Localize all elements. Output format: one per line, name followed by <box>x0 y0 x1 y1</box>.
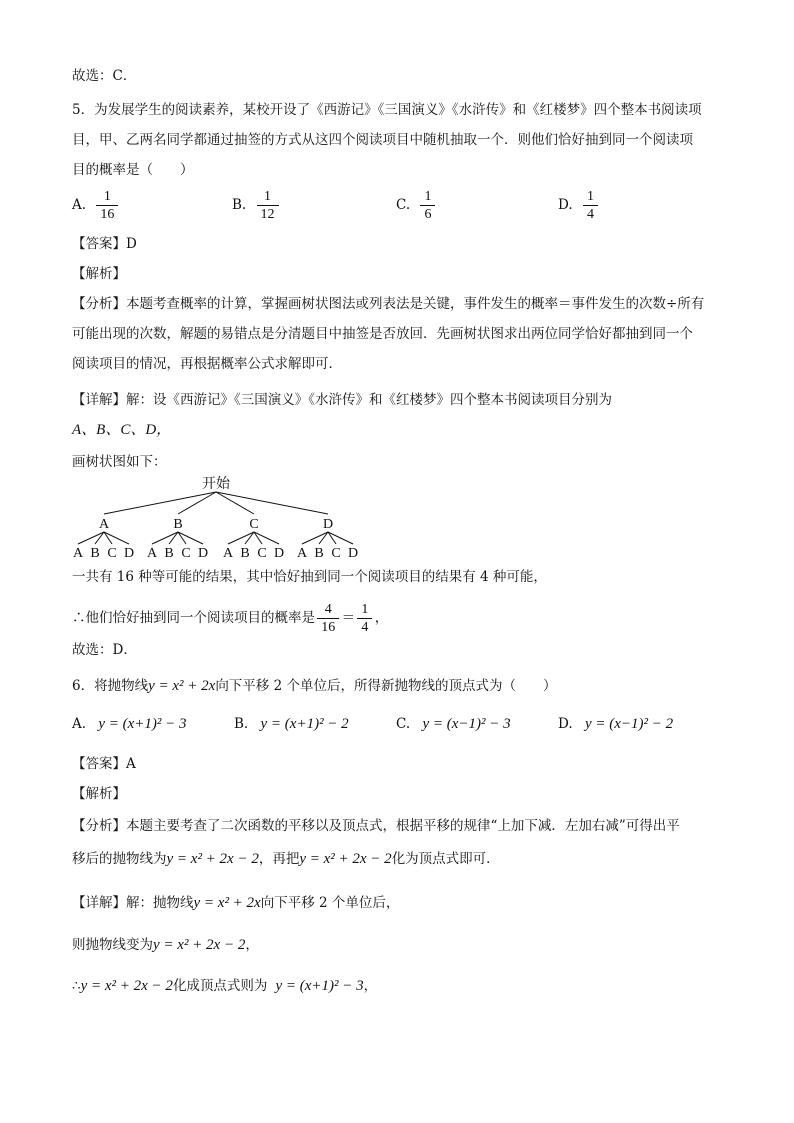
q5-detail-line-3: 画树状图如下： <box>72 454 167 470</box>
fraction-numerator: 1 <box>586 189 594 204</box>
tree-leaf: A <box>72 546 84 561</box>
q6-detail-line-1 <box>72 893 399 913</box>
fraction-denominator: 4 <box>586 207 594 222</box>
tree-leaf: C <box>331 546 341 561</box>
q6-jiexi: 【解析】 <box>72 786 126 802</box>
math-expr: y = (x+1)² − 3 <box>275 978 364 994</box>
option-label: B. <box>232 197 247 213</box>
q5-option-a <box>72 188 116 223</box>
option-label: D. <box>558 716 573 732</box>
q5-stem-line-2: 目，甲、乙两名同学都通过抽签的方式从这四个阅读项目中随机抽取一个．则他们恰好抽到同一个阅读项 <box>72 132 693 148</box>
text-segment: ， <box>245 937 259 953</box>
tree-leaf: A <box>222 546 234 561</box>
prob-suffix: ， <box>374 610 389 626</box>
q5-analysis-line-1: 【分析】本题考查概率的计算，掌握画树状图法或列表法是关键，事件发生的概率＝事件发生的次数÷所有 <box>72 296 705 312</box>
option-expr: y = (x+1)² − 3 <box>98 716 187 732</box>
tree-leaf: D <box>273 546 285 561</box>
q6-stem-post: 向下平移 2 个单位后，所得新抛物线的顶点式为（ ） <box>215 678 557 694</box>
q5-detail-line-2: A、B、C、D， <box>72 422 172 438</box>
prev-answer-line: 故选：C． <box>72 68 137 84</box>
fraction-numerator: 1 <box>361 602 369 617</box>
tree-leaf: D <box>123 546 135 561</box>
q6-stem-expr: y = x² + 2x <box>148 678 216 694</box>
tree-branch-a: A <box>98 517 110 532</box>
fraction-numerator: 1 <box>424 189 432 204</box>
option-label: B. <box>234 716 249 732</box>
q5-stem-line-1: 5．为发展学生的阅读素养，某校开设了《西游记》《三国演义》《水浒传》和《红楼梦》四个整本书阅读项 <box>72 102 702 118</box>
tree-leaf: B <box>90 546 100 561</box>
text-segment: 移后的抛物线为 <box>72 851 167 867</box>
tree-leaf: A <box>146 546 158 561</box>
option-expr: y = (x+1)² − 2 <box>260 716 349 732</box>
tree-leaf: B <box>314 546 324 561</box>
tree-branch-c: C <box>249 517 259 532</box>
tree-leaf: A <box>296 546 308 561</box>
fraction-denominator: 16 <box>100 207 115 222</box>
tree-branch-d: D <box>322 517 334 532</box>
math-expr: y = x² + 2x <box>193 895 261 911</box>
q5-count-line: 一共有 16 种等可能的结果，其中恰好抽到同一个阅读项目的结果有 4 种可能， <box>72 569 547 585</box>
q6-detail-line-3 <box>72 976 377 996</box>
option-label: A. <box>72 197 87 213</box>
text-segment: 化为顶点式即可． <box>391 851 500 867</box>
q6-option-b <box>234 716 349 733</box>
q5-detail-line-1: 【详解】解：设《西游记》《三国演义》《水浒传》和《红楼梦》四个整本书阅读项目分别为 <box>72 392 612 408</box>
text-segment: 则抛物线变为 <box>72 937 153 953</box>
fraction-denominator: 16 <box>321 620 336 635</box>
math-expr: y = x² + 2x − 2 <box>166 851 259 867</box>
text-segment: 【详解】解：抛物线 <box>72 895 194 911</box>
q6-analysis-line-2 <box>72 849 500 869</box>
fraction-numerator: 4 <box>324 602 332 617</box>
q5-prob-line <box>72 598 388 638</box>
fraction-denominator: 4 <box>361 620 369 635</box>
text-segment: 化成顶点式则为 <box>172 978 268 994</box>
tree-leaf: B <box>164 546 174 561</box>
q6-option-c <box>396 716 511 733</box>
q6-option-d <box>558 716 673 733</box>
fraction-numerator: 1 <box>103 189 111 204</box>
q5-option-d <box>558 188 596 223</box>
tree-branch-b: B <box>173 517 183 532</box>
option-label: C. <box>396 716 411 732</box>
q5-option-b <box>232 188 277 223</box>
tree-root: 开始 <box>202 477 230 492</box>
option-label: A. <box>72 716 87 732</box>
math-expr: y = x² + 2x − 2 <box>153 937 246 953</box>
q5-analysis-line-2: 可能出现的次数，解题的易错点是分清题目中抽签是否放回．先画树状图求出两位同学恰好都抽到同一个 <box>72 326 693 342</box>
text-segment: 向下平移 2 个单位后， <box>260 895 400 911</box>
option-label: C. <box>396 197 411 213</box>
option-expr: y = (x−1)² − 3 <box>422 716 511 732</box>
tree-diagram <box>68 470 368 562</box>
option-expr: y = (x−1)² − 2 <box>584 716 674 732</box>
tree-leaf: B <box>240 546 250 561</box>
q5-option-c <box>396 188 433 223</box>
text-segment: ∴ <box>72 978 81 994</box>
text-segment: ，再把 <box>258 851 300 867</box>
q6-option-a <box>72 716 187 733</box>
text-segment: ， <box>363 978 378 994</box>
equals-sign: ＝ <box>341 610 356 626</box>
fraction-denominator: 12 <box>260 207 275 222</box>
q5-jiexi: 【解析】 <box>72 266 126 282</box>
q5-final: 故选：D． <box>72 642 137 658</box>
fraction-denominator: 6 <box>424 207 432 222</box>
q6-detail-line-2 <box>72 935 259 955</box>
fraction-numerator: 1 <box>264 189 272 204</box>
q5-answer: 【答案】D <box>72 236 137 252</box>
q5-stem-line-3: 目的概率是（ ） <box>72 162 194 178</box>
prob-prefix: ∴他们恰好抽到同一个阅读项目的概率是 <box>72 610 315 626</box>
tree-leaf: D <box>347 546 359 561</box>
tree-leaf: C <box>257 546 267 561</box>
tree-leaf: D <box>197 546 209 561</box>
q6-stem-pre: 6．将抛物线 <box>72 678 149 694</box>
q6-stem <box>72 676 556 696</box>
q5-analysis-line-3: 阅读项目的情况，再根据概率公式求解即可． <box>72 356 342 372</box>
tree-leaf: C <box>107 546 117 561</box>
math-expr: y = x² + 2x − 2 <box>80 978 173 994</box>
q6-analysis-line-1: 【分析】本题主要考查了二次函数的平移以及顶点式，根据平移的规律“上加下减．左加右减”可得出平 <box>72 818 680 834</box>
tree-leaf: C <box>181 546 191 561</box>
option-label: D. <box>558 197 573 213</box>
q6-answer: 【答案】A <box>72 756 136 772</box>
math-expr: y = x² + 2x − 2 <box>299 851 392 867</box>
